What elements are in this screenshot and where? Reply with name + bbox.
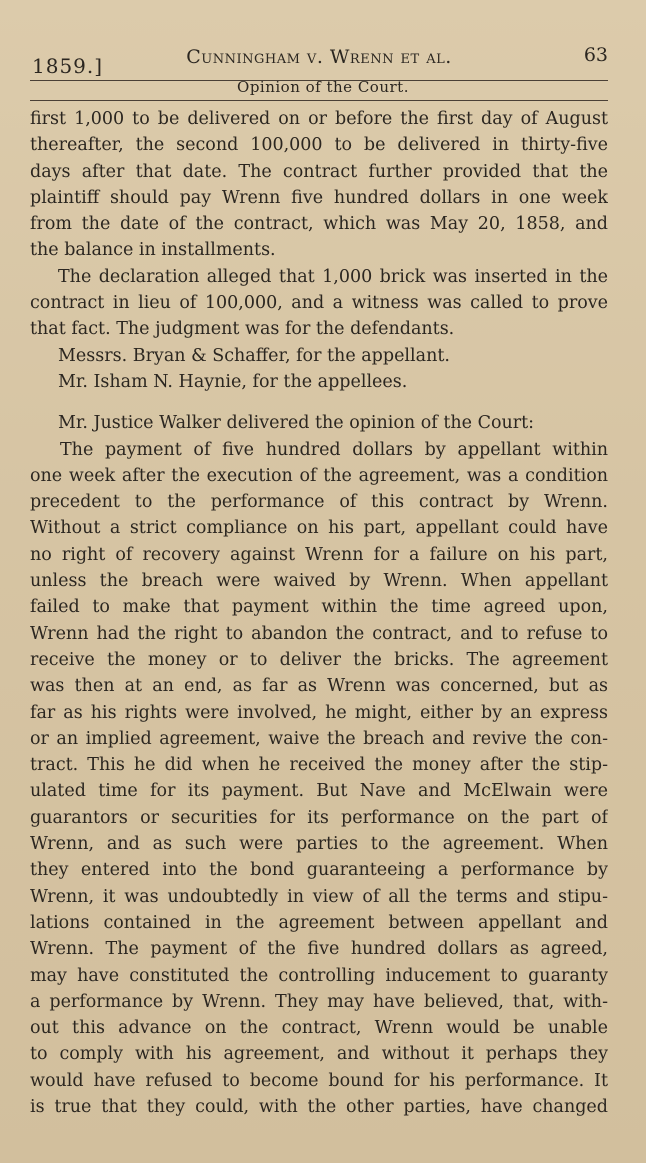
text-line: lations contained in the agreement between appellant and [30,912,608,933]
text-line: is true that they could, with the other parties, have changed [30,1096,608,1117]
text-line: was then at an end, as far as Wrenn was concerned, but as [30,676,608,697]
text-line: The declaration alleged that 1,000 brick was inserted in the [58,266,608,287]
text-line: plaintiff should pay Wrenn five hundred dollars in one week [30,187,608,208]
counsel-appellant: Messrs. Bryan & Schaffer, for the appellant. [58,345,450,366]
counsel-appellees: Mr. Isham N. Haynie, for the appellees. [58,371,408,392]
text-line: may have constituted the controlling inducement to guaranty [30,965,608,986]
running-title: Cunningham v. Wrenn et al. [186,46,452,68]
opinion-intro: Mr. Justice Walker delivered the opinion of the Court: [58,413,535,434]
text-line: the balance in installments. [30,240,276,261]
text-line: contract in lieu of 100,000, and a witness was called to prove [30,293,608,314]
text-line: Wrenn, it was undoubtedly in view of all the terms and stipu- [30,886,608,907]
text-line: unless the breach were waived by Wrenn. When appellant [30,571,608,592]
text-line: would have refused to become bound for his performance. It [30,1070,608,1091]
text-line: thereafter, the second 100,000 to be delivered in thirty-five [30,135,608,156]
text-line: one week after the execution of the agreement, was a condition [30,465,608,486]
text-line: days after that date. The contract further provided that the [30,161,608,182]
page-body [30,106,608,1120]
text-line: they entered into the bond guaranteeing a performance by [30,860,608,881]
text-line: guarantors or securities for its performance on the part of [30,807,608,828]
text-line: receive the money or to deliver the bricks. The agreement [30,649,608,670]
subheading-rule [30,100,608,101]
text-line: precedent to the performance of this contract by Wrenn. [30,492,608,513]
text-line: ulated time for its payment. But Nave and McElwain were [30,781,608,802]
text-line: from the date of the contract, which was May 20, 1858, and [30,214,608,235]
text-line: out this advance on the contract, Wrenn would be unable [30,1018,608,1039]
text-line: Without a strict compliance on his part, appellant could have [30,518,608,539]
text-line: tract. This he did when he received the money after the stip- [30,755,608,776]
header-year: 1859.] [32,54,104,78]
text-line: that fact. The judgment was for the defendants. [30,319,455,340]
text-line: far as his rights were involved, he might, either by an express [30,702,608,723]
text-line: The payment of five hundred dollars by appellant within [60,439,608,460]
text-line: Wrenn. The payment of the five hundred dollars as agreed, [30,939,608,960]
text-line: a performance by Wrenn. They may have believed, that, with- [30,991,608,1012]
text-line: or an implied agreement, waive the breach and revive the con- [30,728,608,749]
text-line: Wrenn had the right to abandon the contract, and to refuse to [30,623,608,644]
text-line: no right of recovery against Wrenn for a failure on his part, [30,544,608,565]
text-line: first 1,000 to be delivered on or before the first day of August [30,109,608,129]
section-subheading: Opinion of the Court. [237,78,409,96]
page-number: 63 [583,44,608,66]
text-line: Wrenn, and as such were parties to the agreement. When [30,834,608,855]
spacer [30,395,608,410]
page-header [30,46,608,76]
text-line: failed to make that payment within the time agreed upon, [30,597,608,618]
text-line: to comply with his agreement, and without it perhaps they [30,1044,608,1065]
